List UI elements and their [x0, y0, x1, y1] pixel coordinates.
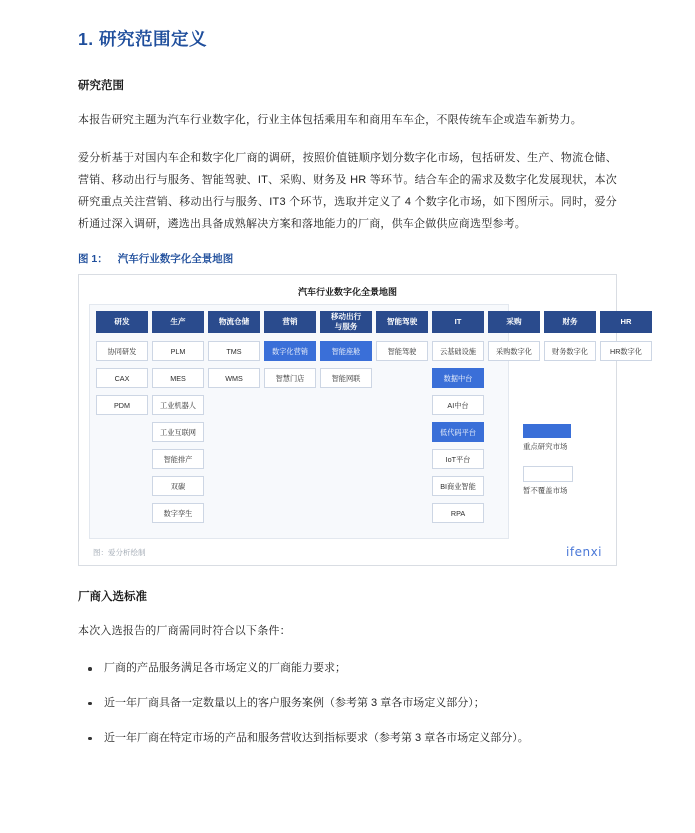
matrix-cell-empty [600, 503, 652, 523]
matrix-cell[interactable]: TMS [208, 341, 260, 361]
matrix-column [264, 311, 316, 530]
matrix-cell[interactable]: 工业互联网 [152, 422, 204, 442]
matrix-cell-empty [264, 503, 316, 523]
matrix-cell-empty [488, 422, 540, 442]
matrix-cell-empty [544, 395, 596, 415]
matrix-cell-empty [96, 422, 148, 442]
matrix-cell[interactable]: 智能排产 [152, 449, 204, 469]
matrix-cell-empty [544, 422, 596, 442]
matrix-cell-empty [320, 422, 372, 442]
figure-source: 图：爱分析绘制 [93, 547, 146, 557]
matrix-column-header: 采购 [488, 311, 540, 333]
matrix-cell-empty [320, 503, 372, 523]
matrix-cell[interactable]: 智能驾驶 [376, 341, 428, 361]
matrix-cell[interactable]: MES [152, 368, 204, 388]
list-item: 近一年厂商在特定市场的产品和服务营收达到指标要求（参考第 3 章各市场定义部分）。 [82, 728, 617, 749]
matrix-cell-empty [544, 476, 596, 496]
matrix-cell[interactable]: IoT平台 [432, 449, 484, 469]
matrix-column [376, 311, 428, 530]
matrix-column-header: 智能驾驶 [376, 311, 428, 333]
legend-label: 重点研究市场 [523, 442, 568, 451]
matrix-cell[interactable]: WMS [208, 368, 260, 388]
matrix-cell-empty [376, 395, 428, 415]
matrix-cell-empty [320, 395, 372, 415]
matrix-cell-empty [208, 503, 260, 523]
matrix-column [432, 311, 484, 530]
legend-label: 暂不覆盖市场 [523, 486, 568, 495]
matrix-cell[interactable]: 数字化营销 [264, 341, 316, 361]
list-item: 厂商的产品服务满足各市场定义的厂商能力要求； [82, 658, 617, 679]
matrix-cell-empty [488, 449, 540, 469]
figure-title: 汽车行业数字化全景地图 [297, 287, 397, 297]
matrix-cell[interactable]: AI中台 [432, 395, 484, 415]
matrix-cell[interactable]: 低代码平台 [432, 422, 484, 442]
matrix-cell-empty [376, 368, 428, 388]
matrix-cell[interactable]: 云基础设施 [432, 341, 484, 361]
matrix-cell-empty [488, 503, 540, 523]
landscape-figure [78, 274, 642, 566]
matrix-cell-empty [208, 422, 260, 442]
matrix-cell[interactable]: 财务数字化 [544, 341, 596, 361]
matrix-cell-empty [600, 422, 652, 442]
figure-footer [89, 545, 606, 559]
matrix-column [208, 311, 260, 530]
matrix-cell[interactable]: 工业机器人 [152, 395, 204, 415]
matrix-cell-empty [488, 395, 540, 415]
matrix-cell[interactable]: PLM [152, 341, 204, 361]
matrix-cell-empty [376, 476, 428, 496]
matrix-cell-empty [600, 368, 652, 388]
brand-logo: ifenxi [566, 545, 602, 559]
matrix-column-header: 生产 [152, 311, 204, 333]
page-title: 1. 研究范围定义 [78, 29, 207, 49]
matrix-cell-empty [96, 449, 148, 469]
matrix-cell-empty [96, 476, 148, 496]
matrix-column [488, 311, 540, 530]
figure-chart-area [89, 304, 642, 539]
list-item: 近一年厂商具备一定数量以上的客户服务案例（参考第 3 章各市场定义部分）； [82, 693, 617, 714]
matrix-column [152, 311, 204, 530]
matrix-cell-empty [376, 503, 428, 523]
matrix-column-header: 研发 [96, 311, 148, 333]
matrix-cell[interactable]: PDM [96, 395, 148, 415]
matrix-cell-empty [376, 449, 428, 469]
matrix-cell-empty [488, 476, 540, 496]
matrix-cell-empty [208, 395, 260, 415]
criteria-heading: 厂商入选标准 [78, 591, 147, 603]
matrix-cell-empty [264, 449, 316, 469]
matrix-column [320, 311, 372, 530]
matrix-cell[interactable]: 双碳 [152, 476, 204, 496]
matrix-cell-empty [544, 449, 596, 469]
scope-heading: 研究范围 [78, 80, 124, 92]
matrix-cell[interactable]: 智能网联 [320, 368, 372, 388]
matrix-cell[interactable]: HR数字化 [600, 341, 652, 361]
matrix-column-header: 物流仓储 [208, 311, 260, 333]
matrix-cell-empty [264, 395, 316, 415]
matrix-column-header: 营销 [264, 311, 316, 333]
matrix-cell-empty [488, 368, 540, 388]
matrix-column [544, 311, 596, 530]
figure-caption-text: 汽车行业数字化全景地图 [117, 253, 234, 265]
matrix-cell[interactable]: 智能座舱 [320, 341, 372, 361]
matrix-cell-empty [320, 449, 372, 469]
matrix-column-header: HR [600, 311, 652, 333]
matrix-column-header: 财务 [544, 311, 596, 333]
matrix-column [96, 311, 148, 530]
matrix-column [600, 311, 652, 530]
scope-paragraph-2: 爱分析基于对国内车企和数字化厂商的调研，按照价值链顺序划分数字化市场，包括研发、生产、物流仓储、营销、移动出行与服务、智能驾驶、IT、采购、财务及 HR 等环节。结合车企的需求及数字化发展现状，本次研究重点关注营销、移动出行与服务、IT3 个环节，选取并定义了 4 个数字化市场，如下图所示。同时，爱分析通过深入调研，遴选出具备成熟解决方案和落地能力的厂商，供车企做供应商选型参考。 [78, 152, 617, 230]
matrix-column-header: IT [432, 311, 484, 333]
matrix-cell[interactable]: 采购数字化 [488, 341, 540, 361]
matrix-cell-empty [600, 476, 652, 496]
matrix-column-header: 移动出行 与服务 [320, 311, 372, 333]
matrix-cell[interactable]: 数字孪生 [152, 503, 204, 523]
matrix-cell-empty [544, 503, 596, 523]
matrix-cell[interactable]: BI商业智能 [432, 476, 484, 496]
figure-caption [78, 251, 617, 266]
matrix-cell-empty [544, 368, 596, 388]
matrix-cell-empty [320, 476, 372, 496]
criteria-list [78, 658, 617, 749]
matrix-cell-empty [600, 449, 652, 469]
matrix-cell[interactable]: 协同研发 [96, 341, 148, 361]
matrix-cell-empty [264, 476, 316, 496]
scope-paragraph-1: 本报告研究主题为汽车行业数字化，行业主体包括乘用车和商用车车企，不限传统车企或造车新势力。 [78, 114, 582, 126]
matrix-cell[interactable]: 数据中台 [432, 368, 484, 388]
matrix-cell[interactable]: RPA [432, 503, 484, 523]
figure-caption-label: 图 1： [78, 253, 108, 265]
matrix-cell-empty [208, 476, 260, 496]
matrix-cell-empty [600, 395, 652, 415]
matrix-cell-empty [96, 503, 148, 523]
matrix-cell-empty [376, 422, 428, 442]
matrix-cell-empty [208, 449, 260, 469]
matrix-cell[interactable]: CAX [96, 368, 148, 388]
matrix-cell-empty [264, 422, 316, 442]
criteria-intro: 本次入选报告的厂商需同时符合以下条件： [78, 625, 291, 637]
matrix-cell[interactable]: 智慧门店 [264, 368, 316, 388]
